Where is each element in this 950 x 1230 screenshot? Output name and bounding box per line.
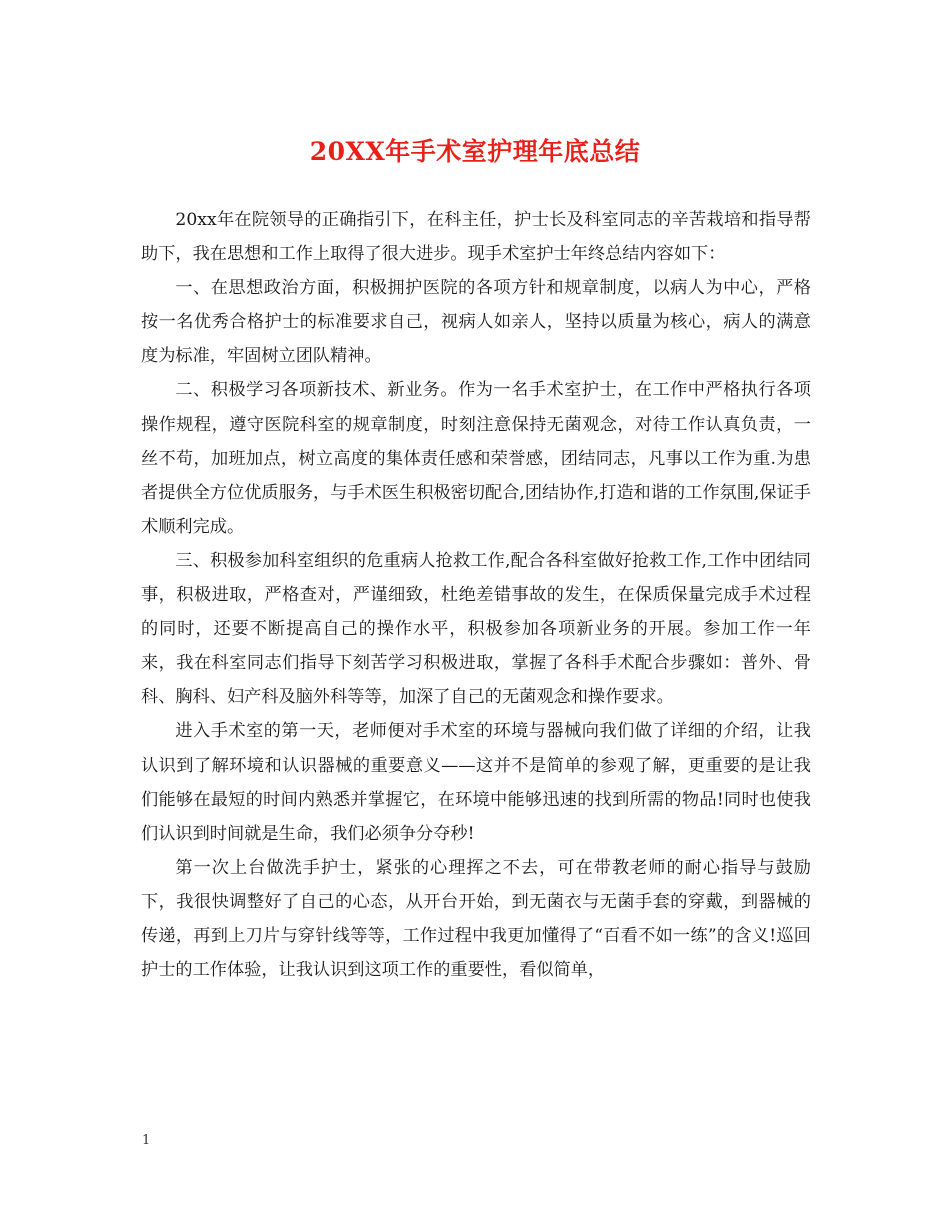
- paragraph-political: 一、在思想政治方面，积极拥护医院的各项方针和规章制度，以病人为中心，严格按一名优秀合格护士的标准要求自己，视病人如亲人，坚持以质量为核心，病人的满意度为标准，牢固树立团队精神。: [141, 278, 811, 367]
- paragraph-intro: 20xx年在院领导的正确指引下，在科主任，护士长及科室同志的辛苦栽培和指导帮助下，我在思想和工作上取得了很大进步。现手术室护士年终总结内容如下：: [141, 210, 811, 265]
- paragraph-rescue-work: 三、积极参加科室组织的危重病人抢救工作,配合各科室做好抢救工作,工作中团结同事，积极进取，严格查对，严谨细致，杜绝差错事故的发生，在保质保量完成手术过程的同时，还要不断提高自己的操作水平，积极参加各项新业务的开展。参加工作一年来，我在科室同志们指导下刻苦学习积极进取，掌握了各科手术配合步骤如：普外、骨科、胸科、妇产科及脑外科等等，加深了自己的无菌观念和操作要求。: [141, 550, 811, 708]
- document-body: [141, 203, 811, 987]
- paragraph-first-day: 进入手术室的第一天，老师便对手术室的环境与器械向我们做了详细的介绍，让我认识到了解环境和认识器械的重要意义——这并不是简单的参观了解，更重要的是让我们能够在最短的时间内熟悉并掌握它，在环境中能够迅速的找到所需的物品!同时也使我们认识到时间就是生命，我们必须争分夺秒!: [141, 721, 811, 844]
- paragraph-new-skills: 二、积极学习各项新技术、新业务。作为一名手术室护士，在工作中严格执行各项操作规程，遵守医院科室的规章制度，时刻注意保持无菌观念，对待工作认真负责，一丝不苟，加班加点，树立高度的集体责任感和荣誉感，团结同志，凡事以工作为重.为患者提供全方位优质服务，与手术医生积极密切配合,团结协作,打造和谐的工作氛围,保证手术顺利完成。: [141, 380, 811, 537]
- paragraph-first-surgery: 第一次上台做洗手护士，紧张的心理挥之不去，可在带教老师的耐心指导与鼓励下，我很快调整好了自己的心态，从开台开始，到无菌衣与无菌手套的穿戴，到器械的传递，再到上刀片与穿针线等等，工作过程中我更加懂得了“百看不如一练”的含义!巡回护士的工作体验，让我认识到这项工作的重要性，看似简单，: [141, 857, 811, 981]
- page-number: 1: [142, 1133, 151, 1148]
- document-title: 20XX年手术室护理年底总结: [309, 137, 641, 166]
